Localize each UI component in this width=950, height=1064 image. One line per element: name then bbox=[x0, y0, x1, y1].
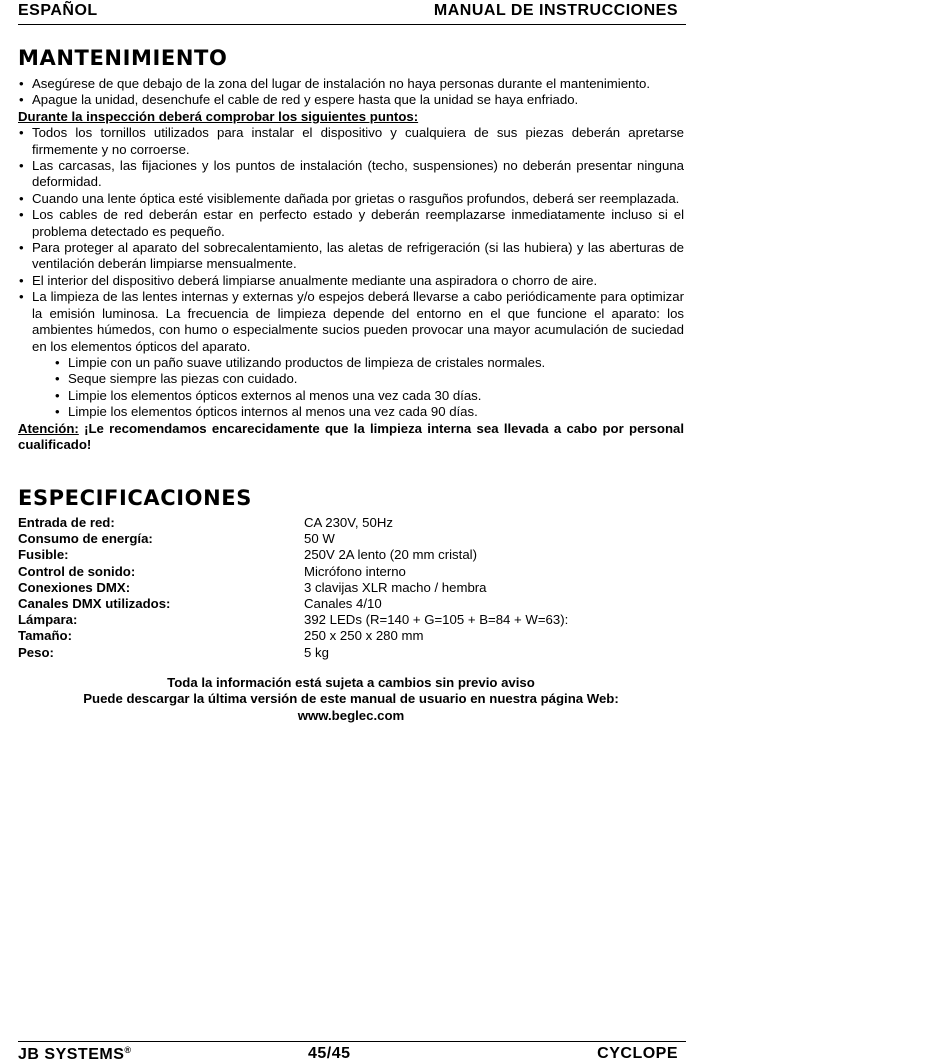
spec-value: 250V 2A lento (20 mm cristal) bbox=[304, 547, 477, 563]
list-item: • Limpie los elementos ópticos internos al menos una vez cada 90 días. bbox=[55, 404, 478, 420]
spec-row bbox=[18, 596, 686, 612]
page-header bbox=[18, 2, 686, 25]
spec-value: CA 230V, 50Hz bbox=[304, 515, 393, 530]
header-language: ESPAÑOL bbox=[18, 2, 98, 19]
list-item: • Cuando una lente óptica esté visiblemente dañada por grietas o rasguños profundos, deberá ser reemplazada. bbox=[19, 190, 680, 206]
cleaning-list bbox=[18, 355, 684, 421]
attention-label: Atención: bbox=[18, 420, 79, 436]
list-item: • El interior del dispositivo deberá limpiarse anualmente mediante una aspiradora o chorro de aire. bbox=[19, 272, 598, 288]
inspection-list bbox=[18, 125, 684, 355]
spec-row bbox=[18, 612, 686, 628]
spec-label: Peso: bbox=[18, 644, 54, 660]
footer-brand: JB SYSTEMS® bbox=[18, 1045, 132, 1063]
spec-value: 392 LEDs (R=140 + G=105 + B=84 + W=63): bbox=[304, 612, 569, 628]
page-number: 45/45 bbox=[308, 1045, 351, 1062]
spec-label: Fusible: bbox=[18, 547, 69, 563]
list-item: • Seque siempre las piezas con cuidado. bbox=[55, 371, 298, 387]
website-url: www.beglec.com bbox=[297, 707, 405, 723]
spec-label: Consumo de energía: bbox=[18, 531, 153, 547]
attention-text: ¡Le recomendamos encarecidamente que la limpieza interna sea llevada a cabo por personal cualificado! bbox=[18, 420, 684, 452]
inspection-heading: Durante la inspección deberá comprobar los siguientes puntos: bbox=[18, 108, 419, 124]
spec-value: 5 kg bbox=[304, 644, 329, 660]
manual-page bbox=[18, 0, 686, 1064]
spec-row bbox=[18, 531, 686, 547]
maintenance-title: MANTENIMIENTO bbox=[18, 46, 228, 70]
spec-label: Canales DMX utilizados: bbox=[18, 595, 171, 611]
list-item: • Todos los tornillos utilizados para instalar el dispositivo y cualquiera de sus piezas deberán apretarse firmemente y no corroerse. bbox=[19, 125, 684, 157]
notice-line: Puede descargar la última versión de este manual de usuario en nuestra página Web: bbox=[83, 691, 619, 707]
list-item: • Limpie con un paño suave utilizando productos de limpieza de cristales normales. bbox=[55, 354, 546, 370]
spec-value: Micrófono interno bbox=[304, 563, 406, 579]
spec-value: Canales 4/10 bbox=[304, 595, 382, 611]
spec-label: Tamaño: bbox=[18, 628, 72, 644]
spec-label: Lámpara: bbox=[18, 612, 78, 628]
spec-row bbox=[18, 564, 686, 580]
maintenance-section bbox=[18, 76, 684, 453]
disclaimer-notice bbox=[18, 675, 684, 724]
footer-product: CYCLOPE bbox=[597, 1045, 678, 1062]
intro-list bbox=[18, 76, 684, 109]
list-item: • Para proteger al aparato del sobrecalentamiento, las aletas de refrigeración (si las hubiera) y las aberturas de ventilación deberán limpiarse mensualmente. bbox=[19, 240, 684, 272]
list-item: • Las carcasas, las fijaciones y los puntos de instalación (techo, suspensiones) no deberán presentar ninguna deformidad. bbox=[19, 158, 684, 190]
header-manual-title: MANUAL DE INSTRUCCIONES bbox=[433, 2, 678, 19]
list-item: • Asegúrese de que debajo de la zona del lugar de instalación no haya personas durante el mantenimiento. bbox=[19, 76, 651, 91]
spec-row bbox=[18, 580, 686, 596]
list-item: • La limpieza de las lentes internas y externas y/o espejos deberá llevarse a cabo periódicamente para optimizar la emisión luminosa. La frecuencia de limpieza depende del entorno en el que funcione el aparato: los ambientes húmedos, con humo o especialmente sucios pueden provocar una mayor acumulación de suciedad en los elementos ópticos del aparato. bbox=[19, 289, 684, 354]
spec-row bbox=[18, 547, 686, 563]
spec-row bbox=[18, 515, 686, 531]
attention-note bbox=[18, 421, 684, 454]
spec-label: Conexiones DMX: bbox=[18, 579, 131, 595]
spec-value: 3 clavijas XLR macho / hembra bbox=[304, 579, 487, 595]
spec-value: 250 x 250 x 280 mm bbox=[304, 628, 424, 644]
list-item: • Limpie los elementos ópticos externos al menos una vez cada 30 días. bbox=[55, 387, 482, 403]
registered-mark: ® bbox=[124, 1045, 132, 1055]
list-item: • Apague la unidad, desenchufe el cable de red y espere hasta que la unidad se haya enfriado. bbox=[19, 92, 579, 108]
spec-row bbox=[18, 628, 686, 644]
spec-label: Entrada de red: bbox=[18, 515, 115, 530]
list-item: • Los cables de red deberán estar en perfecto estado y deberán reemplazarse inmediatamente incluso si el problema detectado es pequeño. bbox=[19, 207, 684, 239]
specs-title: ESPECIFICACIONES bbox=[18, 486, 252, 510]
spec-label: Control de sonido: bbox=[18, 563, 136, 579]
notice-line: Toda la información está sujeta a cambios sin previo aviso bbox=[167, 675, 535, 690]
page-footer bbox=[18, 1041, 686, 1064]
specs-table bbox=[18, 515, 686, 661]
spec-row bbox=[18, 645, 686, 661]
spec-value: 50 W bbox=[304, 531, 335, 547]
